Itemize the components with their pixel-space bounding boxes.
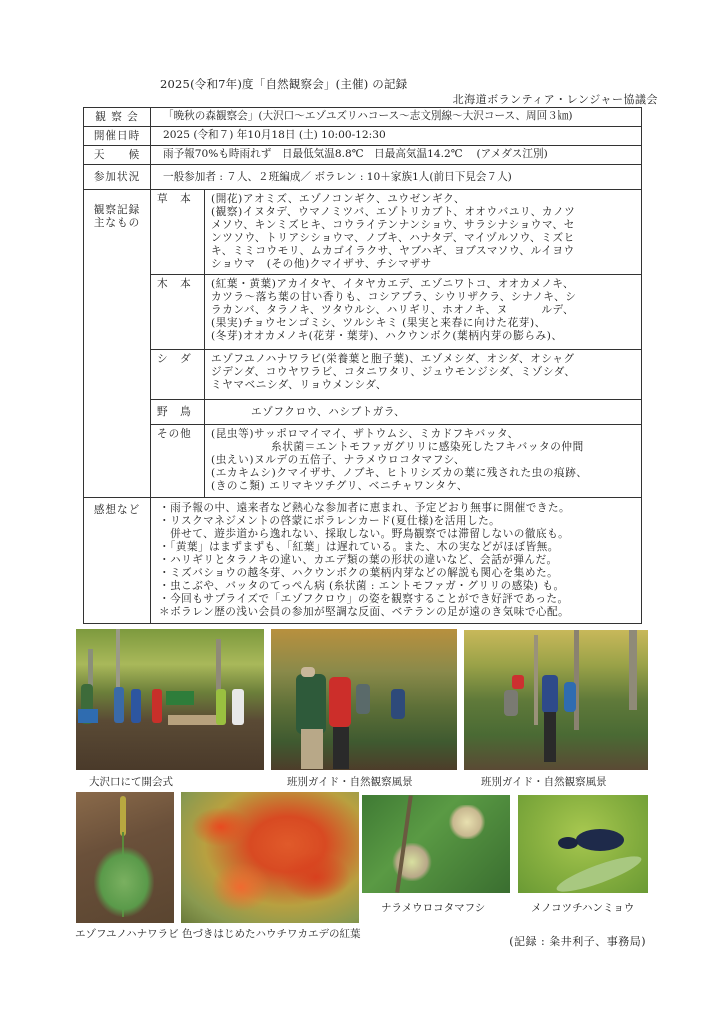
caption-group-guide-2: 班別ガイド・自然観察風景 <box>481 776 607 788</box>
text-line: メソウ、キンミズヒキ、コウライテンナンショウ、サラシナショウマ、セ <box>211 219 575 231</box>
text-line: ・雨予報の中、遠来者など熱心な参加者に恵まれ、予定どおり無事に開催できた。 <box>159 501 571 514</box>
label-weather: 天 候 <box>84 146 151 165</box>
text-line: ショウマ (その他)クマイザサ、チシマザサ <box>211 258 432 270</box>
text-line: ラカンバ、タラノキ、ツタウルシ、ハリギリ、ホオノキ、ヌ ルデ、 <box>211 304 575 316</box>
category-name: 木 本 <box>151 275 205 350</box>
value-event: 「晩秋の森観察会」(大沢口～エゾユズリハコース～志文別線～大沢コース、周回３㎞) <box>151 108 642 127</box>
text-line: (開花)アオミズ、エゾノコンギク、ユウゼンギク、 <box>211 193 466 205</box>
photo-group-guide-1 <box>271 629 457 770</box>
text-line: ＊ボラレン歴の浅い会員の参加が堅調な反面、ベテランの足が遠のき気味で心配。 <box>159 605 570 618</box>
category-trees <box>151 275 641 350</box>
row-datetime <box>84 127 642 146</box>
observations-table <box>151 190 641 497</box>
photo-group-guide-2 <box>464 630 648 770</box>
text-line: ・リスクマネジメントの啓蒙にボラレンカード(夏仕様)を活用した。 <box>159 514 501 527</box>
category-name: 野 鳥 <box>151 400 205 425</box>
text-line: ・「黄葉」はまずまずも、「紅葉」は遅れている。また、木の実などがほぼ皆無。 <box>159 540 559 553</box>
label-participation: 参加状況 <box>84 165 151 190</box>
caption-gall: ナラメウロコタマフシ <box>381 902 486 914</box>
category-herbs <box>151 190 641 275</box>
text-line: 糸状菌＝エントモファガグリリに感染死したフキバッタの仲間 <box>271 441 584 453</box>
row-weather <box>84 146 642 165</box>
photo-opening-ceremony <box>76 629 264 770</box>
value-datetime: 2025 (令和７) 年10月18日 (土) 10:00-12:30 <box>151 127 642 146</box>
document-title: 2025(令和7年)度「自然観察会」(主催) の記録 <box>160 77 408 91</box>
category-items <box>205 275 642 350</box>
text-line: 併せて、遊歩道から逸れない、採取しない。野鳥観察では滞留しないの徹底も。 <box>159 527 570 540</box>
text-line: ・今回もサプライズで「エゾフクロウ」の姿を観察することができ好評であった。 <box>159 592 569 605</box>
category-name: 草 本 <box>151 190 205 275</box>
category-ferns <box>151 350 641 400</box>
label-line-1: 観察記録 <box>93 204 141 216</box>
text-line: (観察)イヌタデ、ウマノミツバ、エゾトリカブト、オオウバユリ、カノツ <box>211 206 576 218</box>
value-weather: 雨予報70%も時雨れず 日最低気温8.8℃ 日最高気温14.2℃ (アメダス江別) <box>151 146 642 165</box>
caption-fern: エゾフユノハナワラビ <box>75 928 179 940</box>
text-line: ・虫こぶや、バッタのてっぺん病 (糸状菌 : エントモファガ・グリリの感染) も。 <box>159 579 565 592</box>
record-table <box>83 107 642 624</box>
observations-container <box>151 190 642 498</box>
category-items <box>205 350 642 400</box>
record-credit: (記録 : 粂井利子、事務局) <box>509 935 646 948</box>
row-observations <box>84 190 642 498</box>
text-line: ・ハリギリとタラノキの違い、カエデ類の葉の形状の違いなど、会話が弾んだ。 <box>159 553 558 566</box>
caption-maple: 色づきはじめたハウチワカエデの紅葉 <box>182 928 361 940</box>
category-name: その他 <box>151 425 205 497</box>
text-line: ・ミズバショウの越冬芽、ハクウンボクの葉柄内芽などの解説も関心を集めた。 <box>159 566 559 579</box>
category-items <box>205 425 642 497</box>
caption-group-guide-1: 班別ガイド・自然観察風景 <box>287 776 413 788</box>
photo-gall <box>362 795 510 893</box>
label-datetime: 開催日時 <box>84 127 151 146</box>
caption-beetle: メノコツチハンミョウ <box>531 902 635 914</box>
text-line: カツラ～落ち葉の甘い香りも、コシアブラ、シウリザクラ、シナノキ、シ <box>211 291 577 303</box>
label-impressions: 感想など <box>84 497 151 623</box>
text-line: (虫えい)ヌルデの五倍子、ナラメウロコタマフシ、 <box>211 454 466 466</box>
label-line-2: 主なもの <box>93 217 141 229</box>
photo-beetle <box>518 795 648 893</box>
label-event: 観 察 会 <box>84 108 151 127</box>
value-impressions <box>151 497 642 623</box>
text-line: キ、ミミコウモリ、ムカゴイラクサ、ヤブハギ、ヨブスマソウ、ルイヨウ <box>211 245 575 257</box>
text-line: (昆虫等)サッポロマイマイ、ザトウムシ、ミカドフキバッタ、 <box>211 428 519 440</box>
text-line: エゾフユノハナワラビ(栄養葉と胞子葉)、エゾメシダ、オシダ、オシャグ <box>211 353 575 365</box>
text-line: (果実)チョウセンゴミシ、ツルシキミ (果実と来春に向けた花芽)、 <box>211 317 546 329</box>
text-line: ミヤマベニシダ、リョウメンシダ、 <box>211 379 388 391</box>
text-line: エゾフクロウ、ハシブトガラ、 <box>251 405 406 418</box>
label-observations <box>84 190 151 498</box>
row-event <box>84 108 642 127</box>
category-items <box>205 400 642 425</box>
text-line: (きのこ類) エリマキツチグリ、ベニチャワンタケ、 <box>211 480 469 492</box>
text-line: (エカキムシ)クマイザサ、ノブキ、ヒトリシズカの葉に残された虫の痕跡、 <box>211 467 588 479</box>
caption-opening-ceremony: 大沢口にて開会式 <box>89 776 173 788</box>
organization-name: 北海道ボランティア・レンジャー協議会 <box>452 93 658 106</box>
text-line: ジデンダ、コウヤワラビ、コタニワタリ、ジュウモンジシダ、ミゾシダ、 <box>211 366 576 378</box>
photo-fern <box>76 792 174 923</box>
value-participation: 一般参加者 : ７人、２班編成／ ボラレン : 10＋家族1人(前日下見会７人) <box>151 165 642 190</box>
photo-maple <box>181 792 359 923</box>
category-name: シ ダ <box>151 350 205 400</box>
text-line: (冬芽)オオカメノキ(花芽・葉芽)、ハクウンボク(葉柄内芽の膨らみ)、 <box>211 330 563 342</box>
row-impressions <box>84 497 642 623</box>
text-line: (紅葉・黄葉)アカイタヤ、イタヤカエデ、エゾニワトコ、オオカメノキ、 <box>211 278 575 290</box>
text-line: ンツソウ、トリアシショウマ、ノブキ、ハナタデ、マイヅルソウ、ミズヒ <box>211 232 575 244</box>
category-other <box>151 425 641 497</box>
category-items <box>205 190 642 275</box>
category-birds <box>151 400 641 425</box>
row-participation <box>84 165 642 190</box>
